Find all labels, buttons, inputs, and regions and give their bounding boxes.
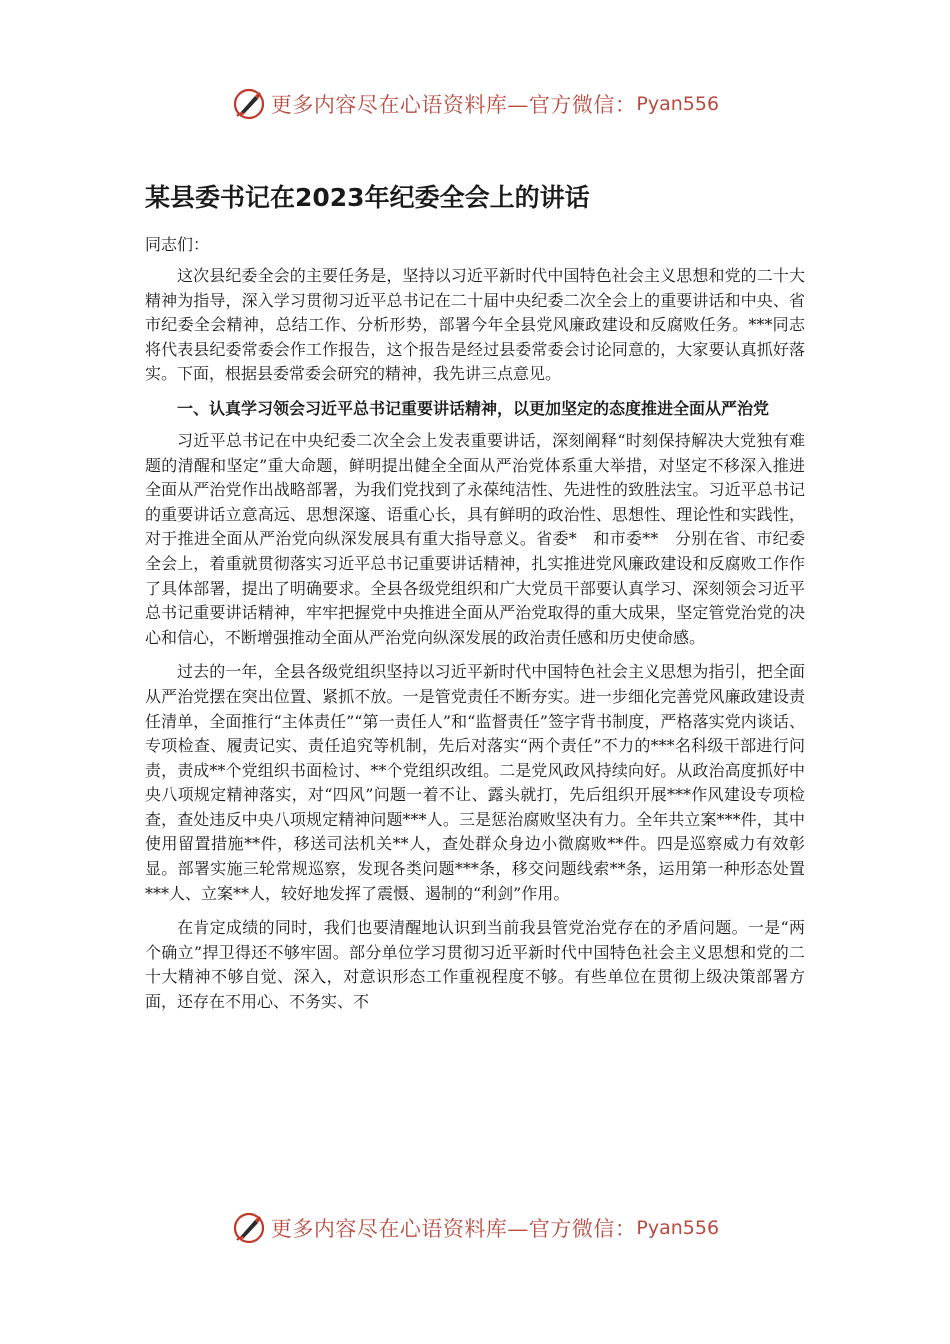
banner-text: 更多内容尽在心语资料库—官方微信： bbox=[270, 93, 637, 117]
banner-text: 更多内容尽在心语资料库—官方微信： bbox=[270, 1217, 637, 1241]
paragraph-achievements: 过去的一年，全县各级党组织坚持以习近平新时代中国特色社会主义思想为指引，把全面从严治党摆在突出位置、紧抓不放。一是管党责任不断夯实。进一步细化完善党风廉政建设责任清单，全面推行“主体责任”“第一责任人”和“监督责任”签字背书制度，严格落实党内谈话、专项检查、履责记实、责任追究等机制，先后对落实“两个责任”不力的***名科级干部进行问责，责成**个党组织书面检讨、**个党组织改组。二是党风政风持续向好。从政治高度抓好中央八项规定精神落实，对“四风”问题一着不让、露头就打，先后组织开展***作风建设专项检查，查处违反中央八项规定精神问题***人。三是惩治腐败坚决有力。全年共立案***件，其中使用留置措施**件，移送司法机关**人，查处群众身边小微腐败**件。四是巡察威力有效彰显。部署实施三轮常规巡察，发现各类问题***条，移交问题线索**条，运用第一种形态处置***人、立案**人，较好地发挥了震慑、遏制的“利剑”作用。 bbox=[145, 662, 805, 903]
document-title: 某县委书记在2023年纪委全会上的讲话 bbox=[145, 183, 590, 212]
salutation: 同志们： bbox=[145, 235, 210, 254]
header-banner bbox=[0, 84, 950, 124]
document-body bbox=[145, 232, 805, 1025]
section-heading-1: 一、认真学习领会习近平总书记重要讲话精神，以更加坚定的态度推进全面从严治党 bbox=[177, 398, 770, 418]
banner-wechat-id: Pyan556 bbox=[636, 93, 720, 115]
paragraph-problems: 在肯定成绩的同时，我们也要清醒地认识到当前我县管党治党存在的矛盾问题。一是“两个确立”捍卫得还不够牢固。部分单位学习贯彻习近平新时代中国特色社会主义思想和党的二十大精神不够自觉、深入，对意识形态工作重视程度不够。有些单位在贯彻上级决策部署方面，还存在不用心、不务实、不 bbox=[145, 918, 805, 1012]
pen-nib-logo-icon bbox=[231, 86, 267, 122]
banner-wechat-id: Pyan556 bbox=[636, 1217, 720, 1239]
paragraph-speech-significance: 习近平总书记在中央纪委二次全会上发表重要讲话，深刻阐释“时刻保持解决大党独有难题的清醒和坚定”重大命题，鲜明提出健全全面从严治党体系重大举措，对坚定不移深入推进全面从严治党作出战略部署，为我们党找到了永葆纯洁性、先进性的致胜法宝。习近平总书记的重要讲话立意高远、思想深邃、语重心长，具有鲜明的政治性、思想性、理论性和实践性，对于推进全面从严治党向纵深发展具有重大指导意义。省委* 和市委** 分别在省、市纪委全会上，着重就贯彻落实习近平总书记重要讲话精神，扎实推进党风廉政建设和反腐败工作作了具体部署，提出了明确要求。全县各级党组织和广大党员干部要认真学习、深刻领会习近平总书记重要讲话精神，牢牢把握党中央推进全面从严治党取得的重大成果，坚定管党治党的决心和信心，不断增强推动全面从严治党向纵深发展的政治责任感和历史使命感。 bbox=[145, 430, 805, 647]
paragraph-intro: 这次县纪委全会的主要任务是，坚持以习近平新时代中国特色社会主义思想和党的二十大精神为指导，深入学习贯彻习近平总书记在二十届中央纪委二次全会上的重要讲话和中央、省市纪委全会精神，总结工作、分析形势，部署今年全县党风廉政建设和反腐败任务。***同志将代表县纪委常委会作工作报告，这个报告是经过县委常委会讨论同意的，大家要认真抓好落实。下面，根据县委常委会研究的精神，我先讲三点意见。 bbox=[145, 266, 805, 384]
footer-banner bbox=[0, 1208, 950, 1248]
pen-nib-logo-icon bbox=[231, 1210, 267, 1246]
